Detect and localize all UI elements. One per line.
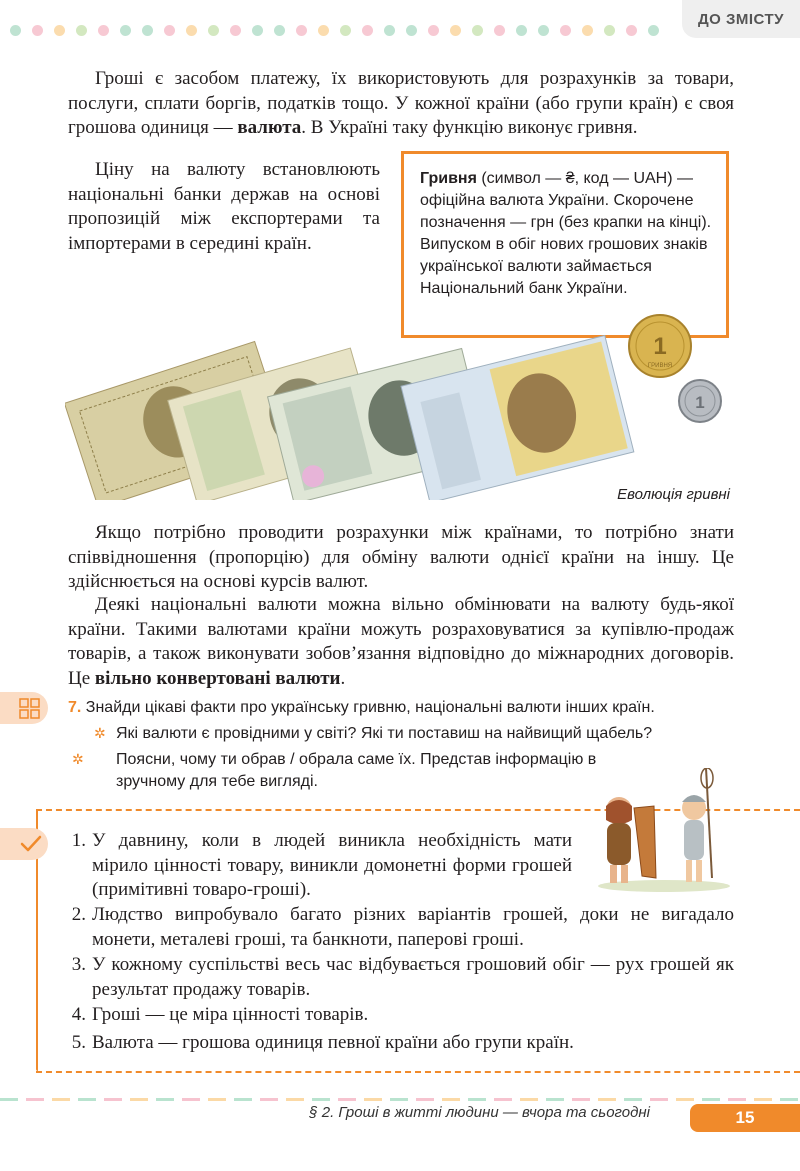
grid-icon — [0, 692, 48, 724]
sun-icon: ✲ — [72, 751, 84, 767]
intro-text-end: . В Україні таку функцію виконує гривня. — [301, 117, 638, 138]
infobox-text: (символ — ₴, код — UAH) — офіційна валюта України. Скорочене позначення — грн (без крапки на кінці). Випуском в обіг нових грошових знаків української валюти займається Національний банк України. — [420, 170, 712, 297]
decorative-dot — [318, 25, 329, 36]
intro-text: Гроші є засобом платежу, їх використовують для розрахунків за товари, послуги, сплати боргів, податків тощо. У кожної країни (або групи країн) є своя грошова одиниця — — [68, 68, 734, 138]
decorative-dot — [340, 25, 351, 36]
summary-number: 3. — [71, 954, 86, 975]
decorative-dot — [120, 25, 131, 36]
term-currency: валюта — [237, 117, 302, 138]
intro-paragraph-2: Ціну на валюту встановлюють національні банки держав на основі пропозицій між експортерами та імпортерами в середині країн. — [68, 159, 380, 254]
cavemen-illustration — [594, 768, 734, 893]
body-text: Деякі національні валюти можна вільно обмінювати на валюту будь-якої країни. Такими валютами країни можуть розраховуватися за купівлю-продаж товарів, а також виконувати зобов’язання відповідно до міжнародних договорів. Це — [68, 594, 734, 689]
page-number: 15 — [690, 1104, 800, 1132]
summary-text: У кожному суспільстві весь час відбувається грошовий обіг — рух грошей як результат продажу товарів. — [92, 954, 734, 1000]
task-number: 7. — [68, 699, 82, 716]
summary-number: 1. — [71, 830, 86, 851]
coin-value: 1 — [653, 333, 667, 360]
summary-text: Валюта — грошова одиниця певної країни або групи країн. — [92, 1032, 574, 1053]
checkmark-icon — [0, 828, 48, 860]
decorative-dot — [32, 25, 43, 36]
body-paragraph-3: Якщо потрібно проводити розрахунки між країнами, то потрібно знати співвідношення (пропорцію) для обміну валюти однієї країни на іншу. Це здійснюється на основі курсів валют. — [68, 522, 734, 592]
sun-icon: ✲ — [94, 725, 106, 741]
banknotes-caption: Еволюція гривні — [617, 486, 730, 503]
body-paragraph-4 — [68, 593, 734, 691]
intro-paragraph-1 — [68, 67, 734, 141]
summary-text: У давнину, коли в людей виникла необхідність мати мірило цінності товару, виникли домонетні форми грошей (примітивні товаро-гроші). — [92, 830, 572, 900]
decorative-dot — [428, 25, 439, 36]
decorative-dot — [142, 25, 153, 36]
decorative-dot — [54, 25, 65, 36]
coin-word: ГРИВНЯ — [647, 363, 673, 369]
toc-button[interactable]: ДО ЗМІСТУ — [682, 0, 800, 38]
summary-text: Гроші — це міра цінності товарів. — [92, 1004, 369, 1025]
term-convertible: вільно конвертовані валюти — [94, 667, 341, 689]
decorative-dot — [230, 25, 241, 36]
task-7 — [68, 697, 748, 719]
task-badge — [0, 692, 48, 724]
infobox-term: Гривня — [420, 170, 477, 187]
summary-text: Людство випробувало багато різних варіантів грошей, доки не вигадало монети, металеві гроші, та банкноти, паперові гроші. — [92, 904, 734, 950]
decorative-dot — [560, 25, 571, 36]
silver-coin-icon — [676, 377, 726, 427]
summary-item-3 — [64, 953, 734, 1002]
task-bullet-2 — [72, 748, 608, 793]
summary-border-bottom — [36, 1071, 800, 1073]
decorative-dot — [406, 25, 417, 36]
summary-number: 2. — [71, 904, 86, 925]
decorative-dot — [362, 25, 373, 36]
summary-item-5 — [64, 1031, 734, 1056]
decorative-dot — [450, 25, 461, 36]
summary-number: 4. — [71, 1004, 86, 1025]
decorative-dot — [98, 25, 109, 36]
decorative-dot — [648, 25, 659, 36]
decorative-dot — [252, 25, 263, 36]
summary-item-2 — [64, 903, 734, 952]
decorative-dot — [274, 25, 285, 36]
decorative-dot — [384, 25, 395, 36]
task-bullet-1 — [94, 722, 734, 745]
summary-item-4 — [64, 1003, 734, 1028]
decorative-dot — [186, 25, 197, 36]
task-text: Знайди цікаві факти про українську гривню, національні валюти інших країн. — [85, 699, 655, 716]
decorative-dot — [10, 25, 21, 36]
silver-coin-value: 1 — [695, 393, 705, 412]
decorative-dot — [164, 25, 175, 36]
footer-section-title: § 2. Гроші в житті людини — вчора та сьогодні — [309, 1104, 650, 1121]
decorative-dot — [516, 25, 527, 36]
summary-number: 5. — [71, 1032, 86, 1053]
decorative-dot — [626, 25, 637, 36]
decorative-dot — [208, 25, 219, 36]
decorative-dot — [582, 25, 593, 36]
body-text-end: . — [340, 667, 346, 689]
gold-coin-icon — [626, 312, 696, 382]
decorative-dot — [604, 25, 615, 36]
summary-item-1 — [64, 829, 572, 903]
task-bullet-text: Поясни, чому ти обрав / обрала саме їх. Представ інформацію в зручному для тебе вигляді. — [116, 751, 597, 790]
decorative-dot — [296, 25, 307, 36]
decorative-dot — [538, 25, 549, 36]
footer-stripe — [0, 1098, 800, 1101]
decorative-dots — [10, 25, 670, 39]
decorative-dot — [472, 25, 483, 36]
decorative-dot — [494, 25, 505, 36]
task-bullet-text: Які валюти є провідними у світі? Які ти поставиш на найвищий щабель? — [116, 725, 653, 742]
check-badge — [0, 828, 48, 860]
decorative-dot — [76, 25, 87, 36]
